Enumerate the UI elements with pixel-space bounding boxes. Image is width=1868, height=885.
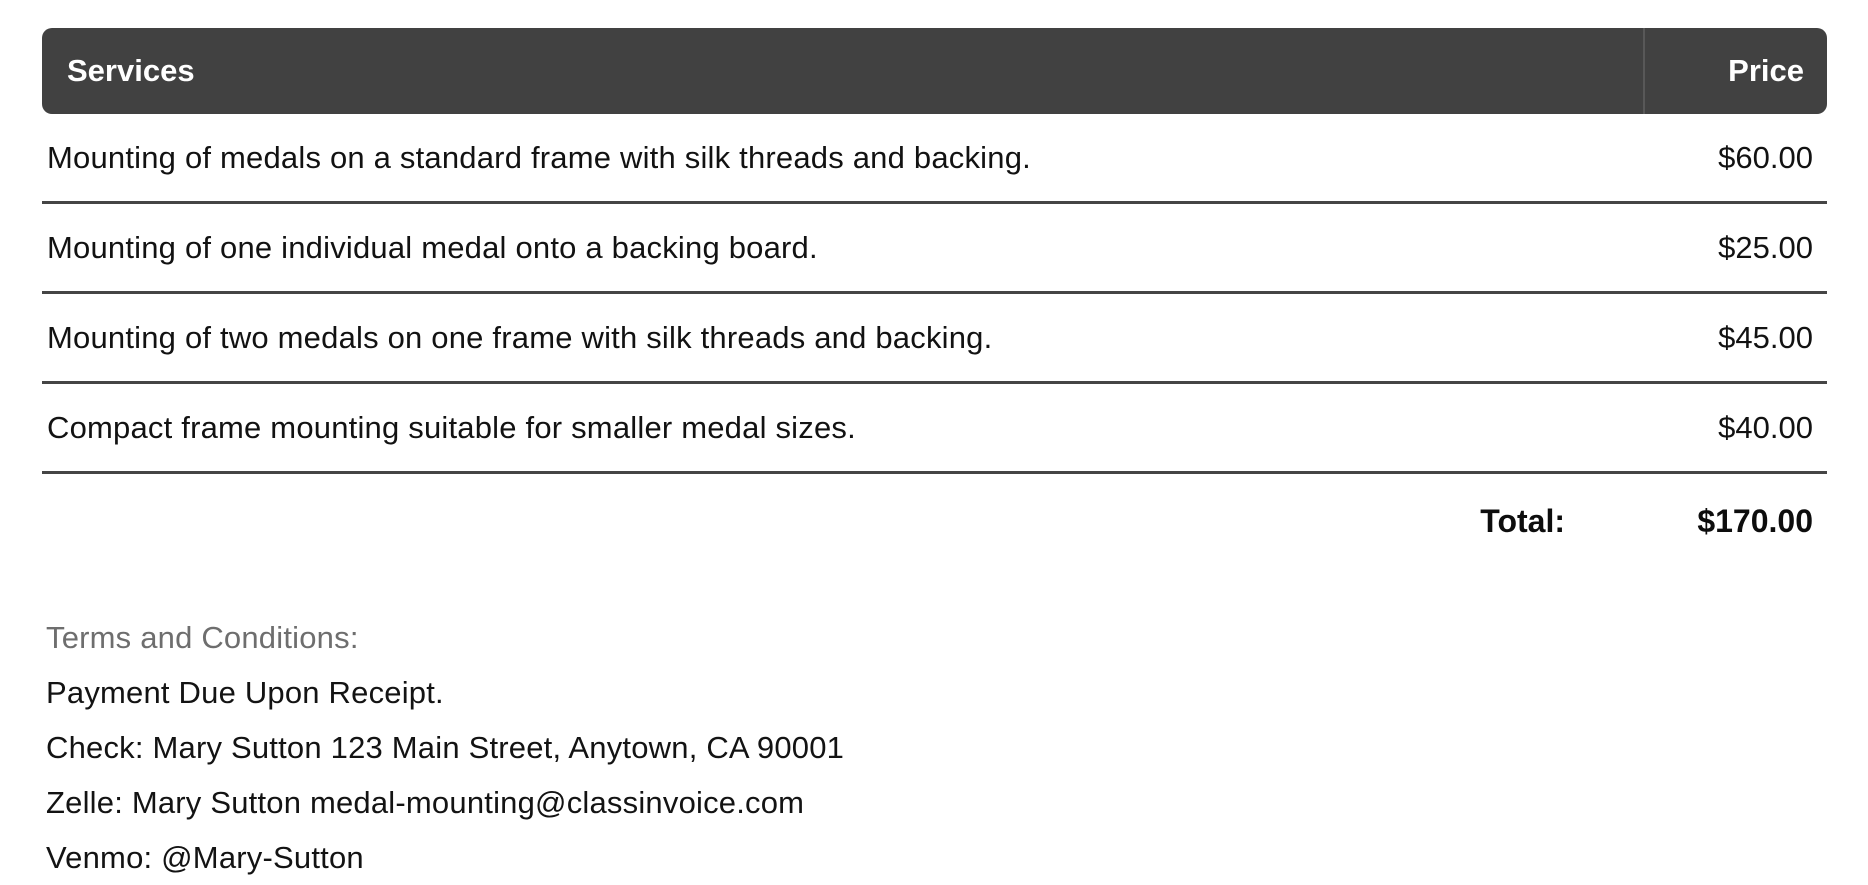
service-description: Mounting of two medals on one frame with silk threads and backing. (47, 319, 993, 355)
terms-line-payment: Payment Due Upon Receipt. (46, 675, 444, 710)
terms-line-check: Check: Mary Sutton 123 Main Street, Anytown, CA 90001 (46, 730, 845, 765)
service-description: Compact frame mounting suitable for smaller medal sizes. (47, 409, 856, 445)
service-price: $60.00 (1718, 139, 1813, 175)
service-price: $40.00 (1718, 409, 1813, 445)
terms-heading: Terms and Conditions: (46, 620, 359, 655)
table-row (42, 384, 1827, 474)
table-header-row (42, 28, 1827, 114)
terms-line-venmo: Venmo: @Mary-Sutton (46, 840, 364, 875)
column-header-price: Price (1643, 28, 1827, 114)
terms-line-zelle: Zelle: Mary Sutton medal-mounting@classinvoice.com (46, 785, 805, 820)
terms-and-conditions-section (42, 610, 1827, 885)
total-row (42, 474, 1827, 568)
table-row (42, 114, 1827, 204)
services-table (42, 28, 1827, 568)
column-header-services: Services (67, 53, 195, 88)
service-price: $45.00 (1718, 319, 1813, 355)
total-label: Total: (1480, 502, 1565, 539)
table-row (42, 204, 1827, 294)
table-row (42, 294, 1827, 384)
total-amount: $170.00 (1697, 502, 1813, 539)
service-price: $25.00 (1718, 229, 1813, 265)
service-description: Mounting of medals on a standard frame with silk threads and backing. (47, 139, 1031, 175)
service-description: Mounting of one individual medal onto a backing board. (47, 229, 818, 265)
